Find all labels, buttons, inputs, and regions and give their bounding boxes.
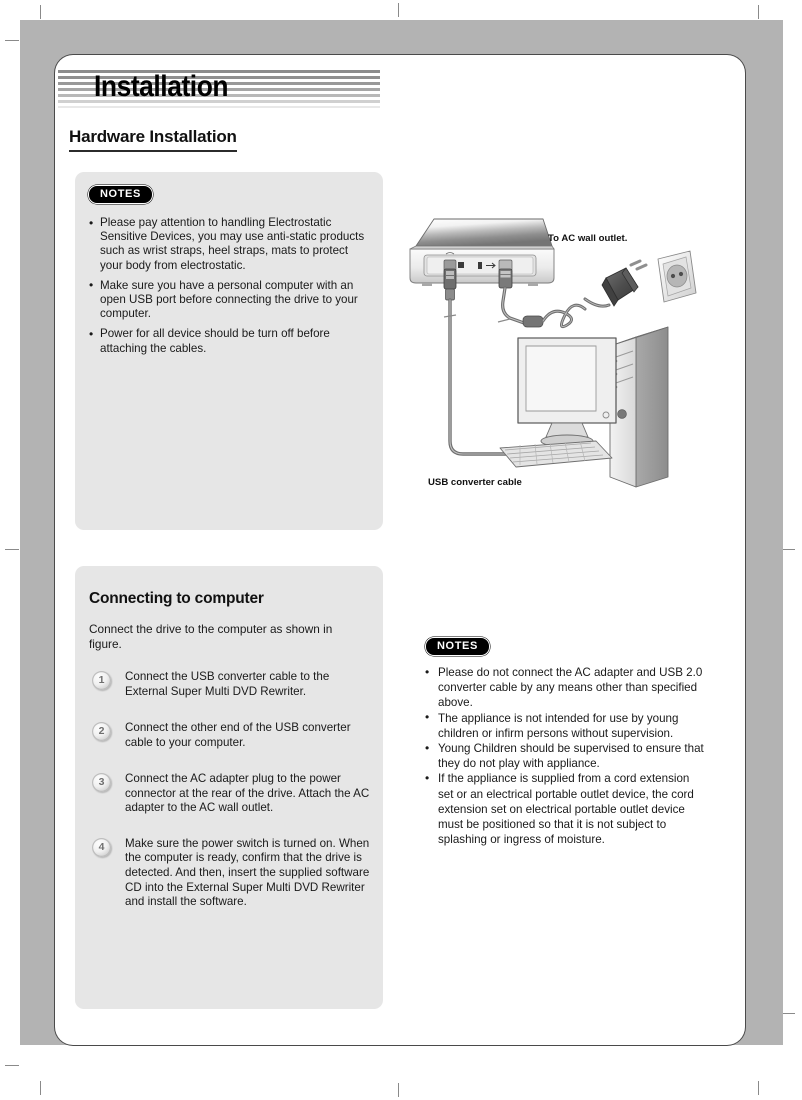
step-number-badge: 4 [92, 838, 111, 857]
list-item [89, 670, 371, 700]
step-text: Make sure the power switch is turned on. When the computer is ready, confirm that the drive is detected. And then, insert the supplied software CD into the External Super Multi DVD Rewriter and install the software. [125, 836, 370, 909]
list-item [89, 837, 371, 910]
steps-list [89, 670, 371, 931]
list-item: • Power for all device should be turn off before attaching the cables. [89, 327, 367, 355]
list-item: • Please pay attention to handling Electrostatic Sensitive Devices, you may use anti-static products such as wrist straps, heel straps, mats to protect your body from electrostatic. [89, 216, 367, 273]
step-number-badge: 3 [92, 773, 111, 792]
connecting-intro: Connect the drive to the computer as shown in figure. [89, 622, 333, 651]
step-text: Connect the AC adapter plug to the power connector at the rear of the drive. Attach the AC adapter to the AC wall outlet. [125, 772, 370, 815]
manual-page [55, 55, 745, 1045]
step-number-badge: 1 [92, 671, 111, 690]
notes-badge-top [88, 184, 153, 204]
crop-mark-right-middle [781, 549, 795, 550]
chapter-title-banner [58, 70, 380, 108]
wall-outlet-illustration [658, 251, 696, 302]
list-item [89, 721, 371, 751]
crop-mark-right-bottom [781, 1013, 795, 1014]
connecting-title: Connecting to computer [89, 590, 264, 607]
list-item [89, 772, 371, 816]
figure-label-usb-cable: USB converter cable [428, 477, 522, 488]
notes-top-list [89, 216, 367, 362]
crop-mark-left-bottom [5, 1065, 19, 1066]
notes-badge-label: NOTES [88, 185, 153, 204]
page-title: Installation [94, 70, 229, 103]
crop-mark-top-left [40, 5, 41, 19]
connecting-panel [75, 566, 383, 1009]
list-item: • Please do not connect the AC adapter and USB 2.0 converter cable by any means other than specified above. [425, 665, 707, 711]
ac-adapter-illustration [602, 261, 646, 306]
list-item: • If the appliance is supplied from a cord extension set or an electrical portable outlet device, the cord extension set on electrical portable outlet device must be positioned so that it is not subject to splashing or ingress of moisture. [425, 771, 707, 847]
installation-diagram [400, 205, 720, 510]
step-number-badge: 2 [92, 722, 111, 741]
external-drive-illustration [410, 219, 554, 286]
notes-block-right [425, 636, 707, 847]
step-text: Connect the USB converter cable to the External Super Multi DVD Rewriter. [125, 670, 330, 698]
list-item: • Make sure you have a personal computer with an open USB port before connecting the drive to your computer. [89, 279, 367, 322]
notes-badge-label: NOTES [425, 637, 490, 656]
crop-mark-bottom-center [398, 1083, 399, 1097]
crop-mark-left-middle [5, 549, 19, 550]
section-heading: Hardware Installation [69, 127, 237, 152]
crop-mark-bottom-left [40, 1081, 41, 1095]
crop-mark-top-center [398, 3, 399, 17]
crop-mark-left-top [5, 40, 19, 41]
computer-illustration [500, 327, 668, 487]
notes-right-list [425, 665, 707, 847]
crop-mark-top-right [758, 5, 759, 19]
hookup-figure-svg [400, 205, 720, 510]
notes-panel-top [75, 172, 383, 530]
step-text: Connect the other end of the USB converter cable to your computer. [125, 721, 351, 749]
figure-label-ac-outlet: To AC wall outlet. [548, 233, 628, 244]
crop-mark-bottom-right [758, 1081, 759, 1095]
list-item: • The appliance is not intended for use by young children or infirm persons without supervision. [425, 711, 707, 741]
list-item: • Young Children should be supervised to ensure that they do not play with appliance. [425, 741, 707, 771]
